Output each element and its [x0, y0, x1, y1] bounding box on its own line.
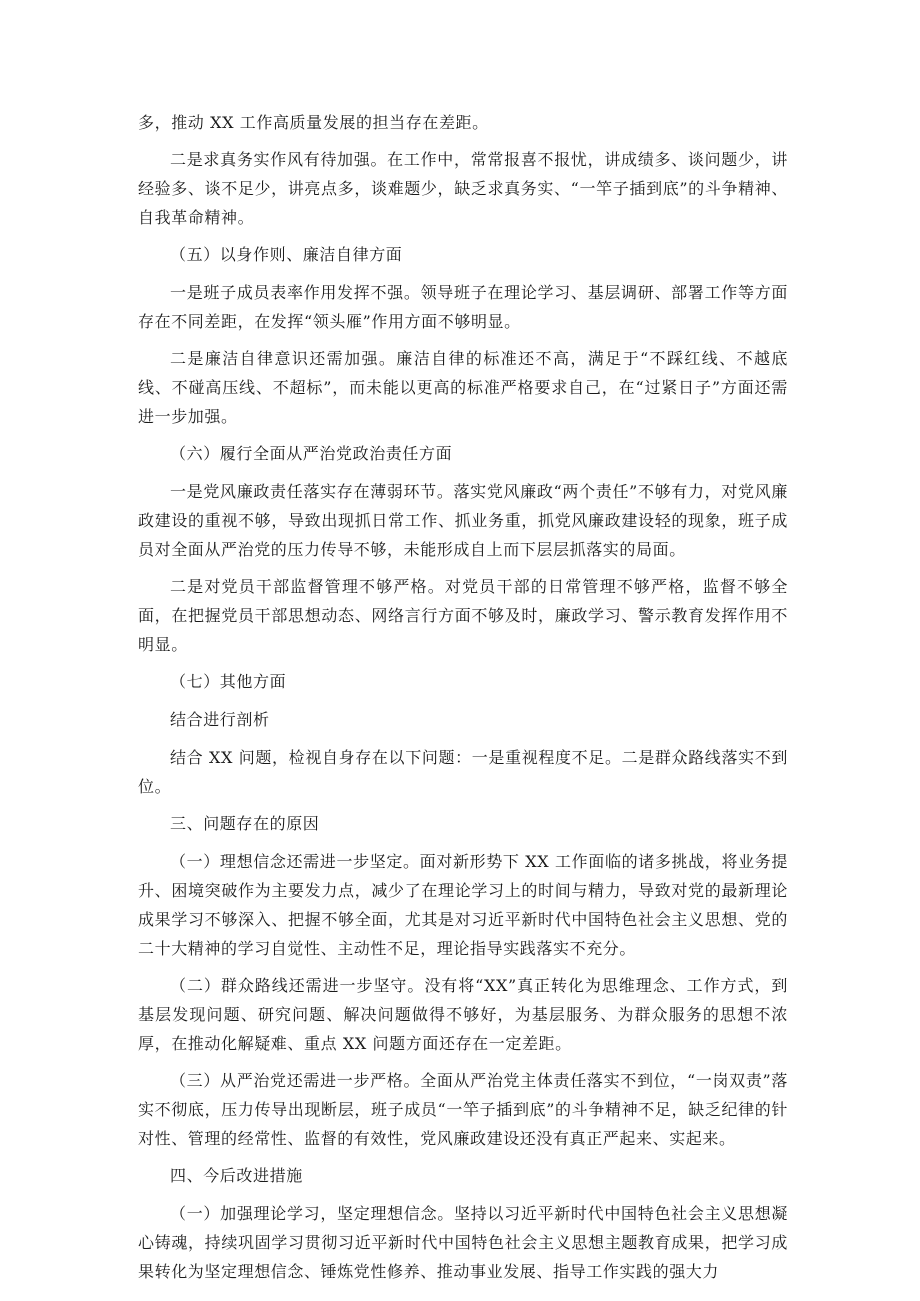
paragraph: 二是廉洁自律意识还需加强。廉洁自律的标准还不高，满足于“不踩红线、不越底线、不碰高压线、不超标”，而未能以更高的标准严格要求自己，在“过紧日子”方面还需进一步加强。 — [138, 349, 788, 426]
paragraph: 一是党风廉政责任落实存在薄弱环节。落实党风廉政“两个责任”不够有力，对党风廉政建设的重视不够，导致出现抓日常工作、抓业务重，抓党风廉政建设轻的现象，班子成员对全面从严治党的压力传导不够，未能形成自上而下层层抓落实的局面。 — [138, 482, 788, 559]
chapter-heading: 三、问题存在的原因 — [170, 814, 320, 833]
section-heading: 结合进行剖析 — [170, 710, 270, 729]
section-heading: （七）其他方面 — [170, 672, 287, 691]
paragraph: 二是求真务实作风有待加强。在工作中，常常报喜不报忧，讲成绩多、谈问题少，讲经验多、谈不足少，讲亮点多，谈难题少，缺乏求真务实、“一竿子插到底”的斗争精神、自我革命精神。 — [138, 150, 788, 227]
section-heading: （六）履行全面从严治党政治责任方面 — [170, 444, 453, 463]
paragraph: （一）理想信念还需进一步坚定。面对新形势下 XX 工作面临的诸多挑战，将业务提升、困境突破作为主要发力点，减少了在理论学习上的时间与精力，导致对党的最新理论成果学习不够深入、把握不够全面，尤其是对习近平新时代中国特色社会主义思想、党的二十大精神的学习自觉性、主动性不足，理论指导实践落实不充分。 — [138, 852, 788, 958]
section-heading: （五）以身作则、廉洁自律方面 — [170, 245, 403, 264]
paragraph: （二）群众路线还需进一步坚守。没有将“XX”真正转化为思维理念、工作方式，到基层发现问题、研究问题、解决问题做得不够好，为基层服务、为群众服务的思想不浓厚，在推动化解疑难、重点 XX 问题方面还存在一定差距。 — [138, 976, 788, 1053]
paragraph: （三）从严治党还需进一步严格。全面从严治党主体责任落实不到位，“一岗双责”落实不彻底，压力传导出现断层，班子成员“一竿子插到底”的斗争精神不足，缺乏纪律的针对性、管理的经常性、监督的有效性，党风廉政建设还没有真正严起来、实起来。 — [138, 1071, 788, 1148]
paragraph: （一）加强理论学习，坚定理想信念。坚持以习近平新时代中国特色社会主义思想凝心铸魂，持续巩固学习贯彻习近平新时代中国特色社会主义思想主题教育成果，把学习成果转化为坚定理想信念、锤炼党性修养、推动事业发展、指导工作实践的强大力 — [138, 1204, 788, 1281]
document-page — [138, 108, 788, 1294]
paragraph: 一是班子成员表率作用发挥不强。领导班子在理论学习、基层调研、部署工作等方面存在不同差距，在发挥“领头雁”作用方面不够明显。 — [138, 283, 788, 331]
paragraph: 二是对党员干部监督管理不够严格。对党员干部的日常管理不够严格，监督不够全面，在把握党员干部思想动态、网络言行方面不够及时，廉政学习、警示教育发挥作用不明显。 — [138, 577, 788, 654]
chapter-heading: 四、今后改进措施 — [170, 1166, 303, 1185]
paragraph: 结合 XX 问题，检视自身存在以下问题：一是重视程度不足。二是群众路线落实不到位。 — [138, 748, 788, 796]
paragraph-continuation: 多，推动 XX 工作高质量发展的担当存在差距。 — [138, 113, 489, 132]
